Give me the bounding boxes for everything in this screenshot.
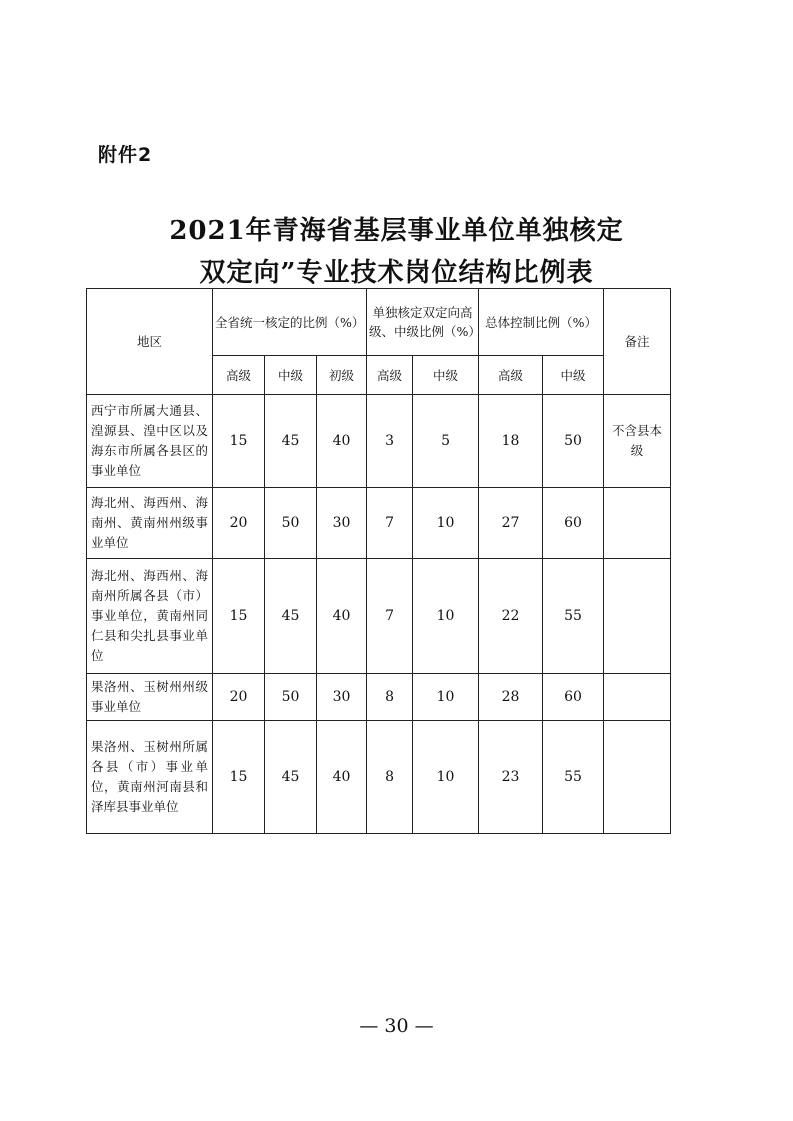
table-row bbox=[87, 559, 671, 674]
header-dual-ratio: 单独核定双定向高级、中级比例（%） bbox=[367, 289, 479, 356]
note-cell: 不含县本级 bbox=[604, 395, 671, 488]
subheader: 高级 bbox=[479, 356, 543, 395]
value-cell: 7 bbox=[367, 488, 413, 559]
value-cell: 3 bbox=[367, 395, 413, 488]
value-cell: 40 bbox=[317, 395, 367, 488]
page-number: — 30 — bbox=[359, 1015, 434, 1037]
region-cell: 海北州、海西州、海南州所属各县（市）事业单位，黄南州同仁县和尖扎县事业单位 bbox=[87, 559, 213, 674]
value-cell: 5 bbox=[413, 395, 479, 488]
subheader: 高级 bbox=[213, 356, 265, 395]
value-cell: 45 bbox=[265, 395, 317, 488]
value-cell: 10 bbox=[413, 674, 479, 721]
value-cell: 50 bbox=[265, 674, 317, 721]
value-cell: 8 bbox=[367, 674, 413, 721]
value-cell: 20 bbox=[213, 488, 265, 559]
value-cell: 22 bbox=[479, 559, 543, 674]
value-cell: 23 bbox=[479, 721, 543, 834]
value-cell: 60 bbox=[543, 674, 604, 721]
table-row bbox=[87, 488, 671, 559]
region-cell: 海北州、海西州、海南州、黄南州州级事业单位 bbox=[87, 488, 213, 559]
header-total-ratio: 总体控制比例（%） bbox=[479, 289, 604, 356]
value-cell: 50 bbox=[265, 488, 317, 559]
region-cell: 西宁市所属大通县、湟源县、湟中区以及海东市所属各县区的事业单位 bbox=[87, 395, 213, 488]
value-cell: 10 bbox=[413, 721, 479, 834]
value-cell: 10 bbox=[413, 559, 479, 674]
value-cell: 55 bbox=[543, 559, 604, 674]
value-cell: 15 bbox=[213, 395, 265, 488]
table-row bbox=[87, 395, 671, 488]
subheader: 中级 bbox=[543, 356, 604, 395]
note-cell bbox=[604, 559, 671, 674]
title-line-1: 2021年青海省基层事业单位单独核定 bbox=[169, 216, 624, 246]
subheader: 中级 bbox=[413, 356, 479, 395]
subheader: 初级 bbox=[317, 356, 367, 395]
value-cell: 10 bbox=[413, 488, 479, 559]
value-cell: 15 bbox=[213, 721, 265, 834]
value-cell: 27 bbox=[479, 488, 543, 559]
attachment-label: 附件2 bbox=[98, 144, 153, 166]
header-note: 备注 bbox=[604, 289, 671, 395]
value-cell: 40 bbox=[317, 559, 367, 674]
value-cell: 28 bbox=[479, 674, 543, 721]
value-cell: 30 bbox=[317, 674, 367, 721]
header-row-1 bbox=[87, 289, 671, 356]
value-cell: 45 bbox=[265, 721, 317, 834]
value-cell: 30 bbox=[317, 488, 367, 559]
value-cell: 40 bbox=[317, 721, 367, 834]
title-line-2: 双定向”专业技术岗位结构比例表 bbox=[199, 258, 594, 288]
note-cell bbox=[604, 721, 671, 834]
value-cell: 55 bbox=[543, 721, 604, 834]
value-cell: 20 bbox=[213, 674, 265, 721]
value-cell: 50 bbox=[543, 395, 604, 488]
header-province-ratio: 全省统一核定的比例（%） bbox=[213, 289, 367, 356]
value-cell: 60 bbox=[543, 488, 604, 559]
table-row bbox=[87, 721, 671, 834]
header-region: 地区 bbox=[87, 289, 213, 395]
note-cell bbox=[604, 674, 671, 721]
value-cell: 15 bbox=[213, 559, 265, 674]
region-cell: 果洛州、玉树州州级事业单位 bbox=[87, 674, 213, 721]
value-cell: 8 bbox=[367, 721, 413, 834]
value-cell: 45 bbox=[265, 559, 317, 674]
value-cell: 18 bbox=[479, 395, 543, 488]
region-cell: 果洛州、玉树州所属各县（市）事业单位，黄南州河南县和泽库县事业单位 bbox=[87, 721, 213, 834]
subheader: 高级 bbox=[367, 356, 413, 395]
subheader: 中级 bbox=[265, 356, 317, 395]
table-row bbox=[87, 674, 671, 721]
value-cell: 7 bbox=[367, 559, 413, 674]
ratio-table bbox=[86, 288, 671, 834]
note-cell bbox=[604, 488, 671, 559]
